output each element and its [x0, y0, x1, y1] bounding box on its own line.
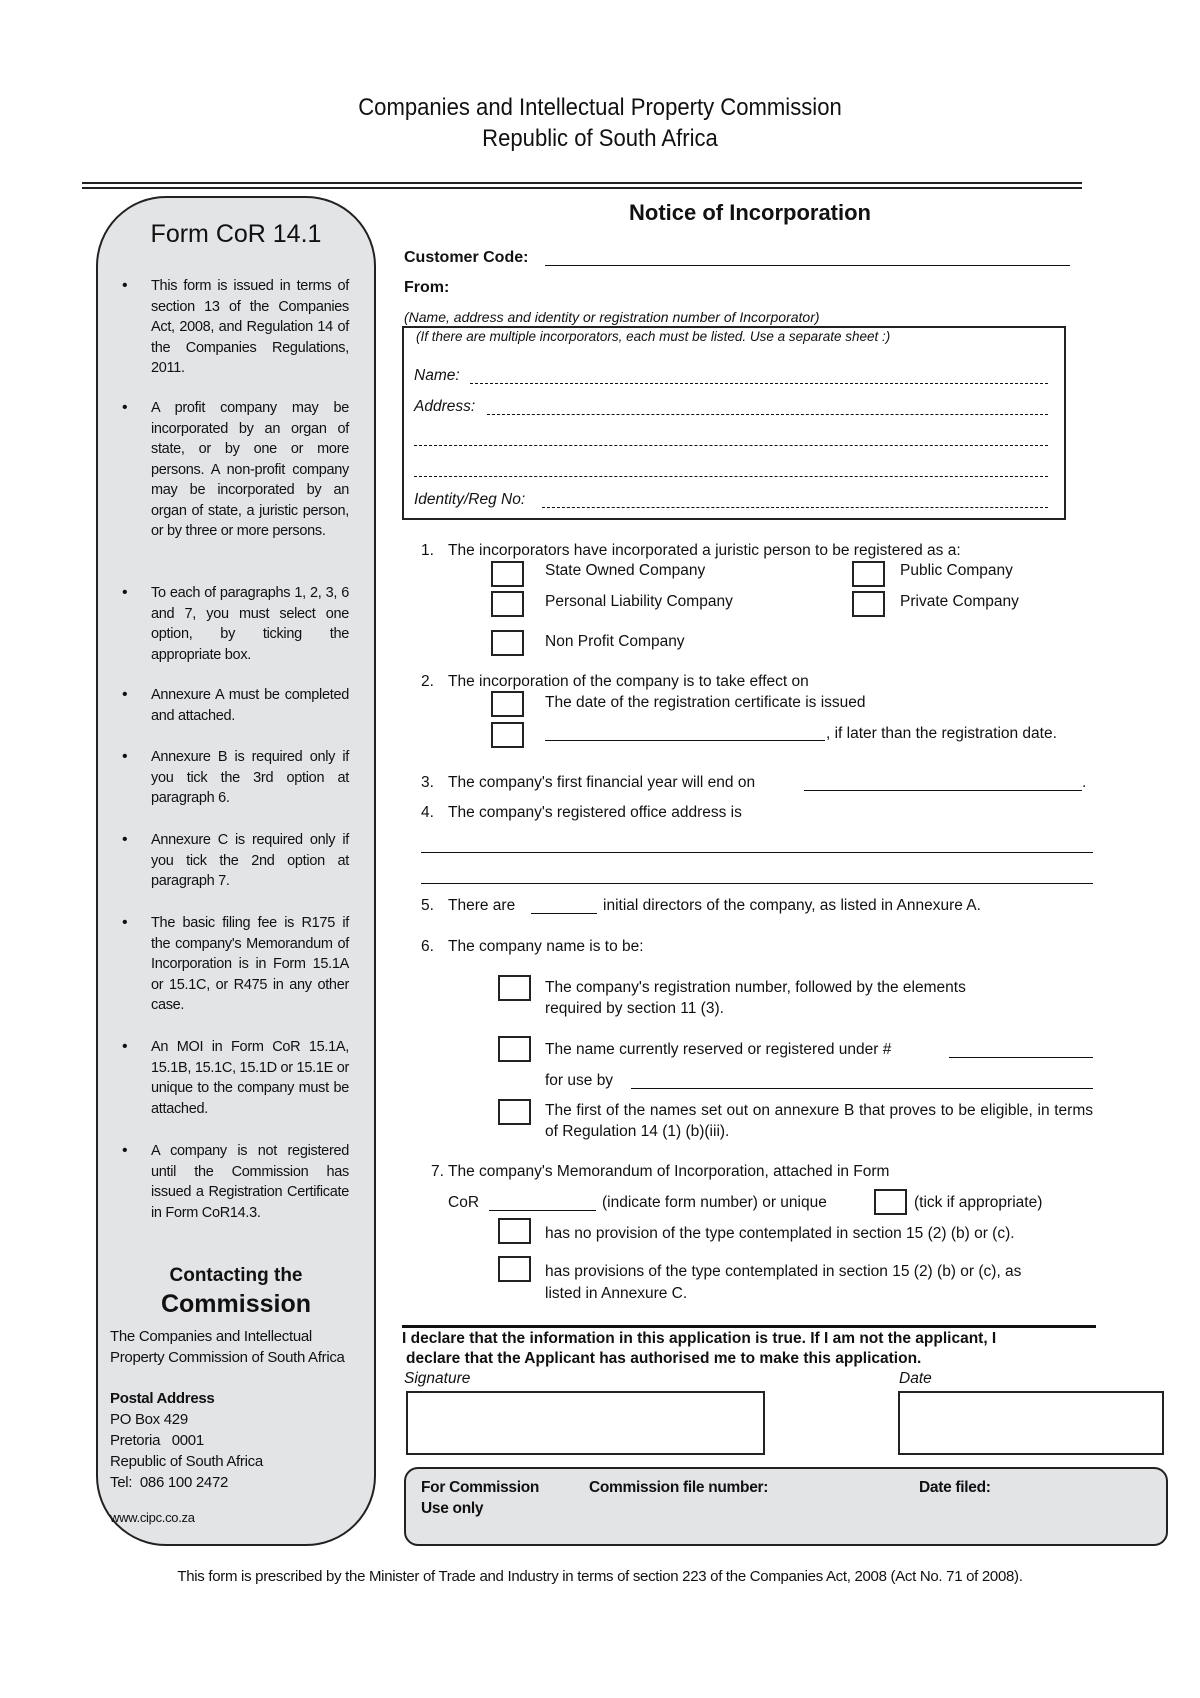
form-id: Form CoR 14.1	[150, 220, 322, 248]
for-commission-label-2: Use only	[421, 1500, 484, 1517]
from-label: From:	[404, 279, 450, 296]
option-name-reserved-2: for use by	[545, 1072, 614, 1089]
checkbox-non-profit[interactable]	[491, 630, 524, 656]
checkbox-annexure-b-name[interactable]	[498, 1099, 531, 1125]
declaration-line-1: I declare that the information in this application is true. If I am not the applicant, I	[402, 1330, 997, 1347]
p7-indicate: (indicate form number) or unique	[602, 1194, 827, 1211]
option-has-provisions-2: listed in Annexure C.	[545, 1285, 688, 1302]
bullet-icon: •	[122, 686, 128, 703]
p2-text: The incorporation of the company is to take effect on	[448, 673, 809, 690]
checkbox-private-company[interactable]	[852, 591, 885, 617]
address-field-2[interactable]	[414, 445, 1048, 446]
p5-pre: There are	[448, 897, 516, 914]
name-label: Name:	[414, 367, 460, 384]
declaration-rule	[402, 1325, 1096, 1328]
sidebar-note-9: A company is not registered until the Commission has issued a Registration Certificate in Form CoR14.3.	[151, 1143, 349, 1221]
identity-label: Identity/Reg No:	[414, 491, 526, 508]
moi-form-number-field[interactable]	[489, 1210, 596, 1211]
postal-line-3: Republic of South Africa	[110, 1453, 263, 1470]
address-label: Address:	[414, 398, 476, 415]
p1-text: The incorporators have incorporated a juristic person to be registered as a:	[448, 542, 961, 559]
checkbox-public-company[interactable]	[852, 561, 885, 587]
signature-field[interactable]	[406, 1391, 765, 1455]
office-address-field-1[interactable]	[421, 852, 1093, 853]
office-address-field-2[interactable]	[421, 883, 1093, 884]
postal-heading: Postal Address	[110, 1390, 215, 1407]
customer-code-field[interactable]	[545, 265, 1070, 266]
checkbox-no-provision[interactable]	[498, 1218, 531, 1244]
p3-text: The company's first financial year will end on	[448, 774, 756, 791]
p5-post: initial directors of the company, as listed in Annexure A.	[603, 897, 981, 914]
option-name-reg-number-1: The company's registration number, followed by the elements	[545, 979, 966, 996]
option-has-provisions-1: has provisions of the type contemplated in section 15 (2) (b) or (c), as	[545, 1263, 1022, 1280]
option-private-company: Private Company	[900, 593, 1019, 610]
p2-number: 2.	[421, 673, 434, 690]
date-label: Date	[899, 1370, 932, 1387]
checkbox-state-owned[interactable]	[491, 561, 524, 587]
sidebar-note-8: An MOI in Form CoR 15.1A, 15.1B, 15.1C, 15.1D or 15.1E or unique to the company must be attached.	[151, 1039, 349, 1117]
sidebar-note-7: The basic filing fee is R175 if the company's Memorandum of Incorporation is in Form 15.1A or 15.1C, or R475 in any other case.	[151, 915, 349, 1013]
p7-tick: (tick if appropriate)	[914, 1194, 1043, 1211]
website-link[interactable]: www.cipc.co.za	[110, 1510, 195, 1525]
date-field[interactable]	[898, 1391, 1164, 1455]
option-annexure-b-name: The first of the names set out on annexure B that proves to be eligible, in terms of Regulation 14 (1) (b)(iii).	[545, 1102, 1093, 1140]
for-use-by-field[interactable]	[631, 1088, 1093, 1089]
commission-file-number-label: Commission file number:	[589, 1479, 769, 1496]
sidebar-note-3: To each of paragraphs 1, 2, 3, 6 and 7, you must select one option, by ticking the appropriate box.	[151, 585, 349, 663]
contact-org-line-1: The Companies and Intellectual	[110, 1328, 312, 1345]
directors-count-field[interactable]	[531, 913, 597, 914]
contact-heading: Contacting the	[169, 1265, 303, 1286]
signature-label: Signature	[404, 1370, 471, 1387]
header-line-2: Republic of South Africa	[482, 125, 718, 152]
sidebar-note-2: A profit company may be incorporated by an organ of state, or by one or more persons. A non-profit company may be incorporated by an organ of state, a juristic person, or by three or more persons.	[151, 400, 349, 539]
p6-number: 6.	[421, 938, 434, 955]
declaration-line-2: declare that the Applicant has authorised me to make this application.	[406, 1350, 922, 1367]
bullet-icon: •	[122, 277, 128, 294]
checkbox-later-date[interactable]	[491, 722, 524, 748]
option-registration-date: The date of the registration certificate is issued	[545, 694, 866, 711]
incorporator-box-hint: (If there are multiple incorporators, each must be listed. Use a separate sheet :)	[416, 329, 891, 344]
header-rule-top	[82, 182, 1082, 184]
sidebar-note-1: This form is issued in terms of section 13 of the Companies Act, 2008, and Regulation 14 of the Companies Regulations, 2011.	[151, 278, 349, 376]
checkbox-name-reg-number[interactable]	[498, 975, 531, 1001]
contact-phone: Tel: 086 100 2472	[110, 1474, 229, 1491]
financial-year-end-field[interactable]	[804, 790, 1082, 791]
bullet-icon: •	[122, 914, 128, 931]
sidebar-note-6: Annexure C is required only if you tick the 2nd option at paragraph 7.	[151, 832, 349, 889]
p7-number: 7.	[431, 1163, 444, 1180]
bullet-icon: •	[122, 1038, 128, 1055]
bullet-icon: •	[122, 1142, 128, 1159]
option-public-company: Public Company	[900, 562, 1013, 579]
option-name-reserved-1: The name currently reserved or registered under #	[545, 1041, 892, 1058]
p5-number: 5.	[421, 897, 434, 914]
postal-line-1: PO Box 429	[110, 1411, 188, 1428]
footer-note: This form is prescribed by the Minister of Trade and Industry in terms of section 223 of the Companies Act, 2008 (Act No. 71 of 2008).	[177, 1568, 1023, 1585]
p1-number: 1.	[421, 542, 434, 559]
from-hint: (Name, address and identity or registration number of Incorporator)	[404, 309, 820, 325]
option-name-reg-number-2: required by section 11 (3).	[545, 1000, 724, 1017]
p4-number: 4.	[421, 804, 434, 821]
p4-text: The company's registered office address is	[448, 804, 742, 821]
p7-cor: CoR	[448, 1194, 480, 1211]
bullet-icon: •	[122, 831, 128, 848]
sidebar-note-4: Annexure A must be completed and attached.	[151, 687, 349, 724]
contact-org-line-2: Property Commission of South Africa	[110, 1349, 345, 1366]
date-filed-label: Date filed:	[919, 1479, 991, 1496]
bullet-icon: •	[122, 584, 128, 601]
contact-heading-commission: Commission	[160, 1290, 312, 1318]
option-state-owned: State Owned Company	[545, 562, 706, 579]
option-no-provision: has no provision of the type contemplated in section 15 (2) (b) or (c).	[545, 1225, 1015, 1242]
bullet-icon: •	[122, 748, 128, 765]
bullet-icon: •	[122, 399, 128, 416]
p7-text: The company's Memorandum of Incorporation, attached in Form	[448, 1163, 890, 1180]
sidebar-note-5: Annexure B is required only if you tick the 3rd option at paragraph 6.	[151, 749, 349, 806]
checkbox-unique-moi[interactable]	[874, 1189, 907, 1215]
identity-field[interactable]	[542, 507, 1048, 508]
checkbox-name-reserved[interactable]	[498, 1036, 531, 1062]
name-field[interactable]	[470, 383, 1048, 384]
address-field-1[interactable]	[487, 414, 1048, 415]
p3-end: .	[1082, 774, 1087, 791]
checkbox-registration-date[interactable]	[491, 691, 524, 717]
later-date-field[interactable]	[545, 740, 825, 741]
reserved-number-field[interactable]	[949, 1057, 1093, 1058]
p3-number: 3.	[421, 774, 434, 791]
customer-code-label: Customer Code:	[404, 249, 529, 266]
checkbox-personal-liability[interactable]	[491, 591, 524, 617]
page-title: Notice of Incorporation	[629, 200, 871, 225]
header-rule-bottom	[82, 187, 1082, 189]
option-personal-liability: Personal Liability Company	[545, 593, 733, 610]
p6-text: The company name is to be:	[448, 938, 644, 955]
option-later-date-text: , if later than the registration date.	[826, 725, 1057, 742]
checkbox-has-provisions[interactable]	[498, 1256, 531, 1282]
postal-line-2: Pretoria 0001	[110, 1432, 204, 1449]
for-commission-label-1: For Commission	[421, 1479, 540, 1496]
header-line-1: Companies and Intellectual Property Commission	[358, 94, 842, 121]
address-field-3[interactable]	[414, 476, 1048, 477]
option-non-profit: Non Profit Company	[545, 633, 685, 650]
